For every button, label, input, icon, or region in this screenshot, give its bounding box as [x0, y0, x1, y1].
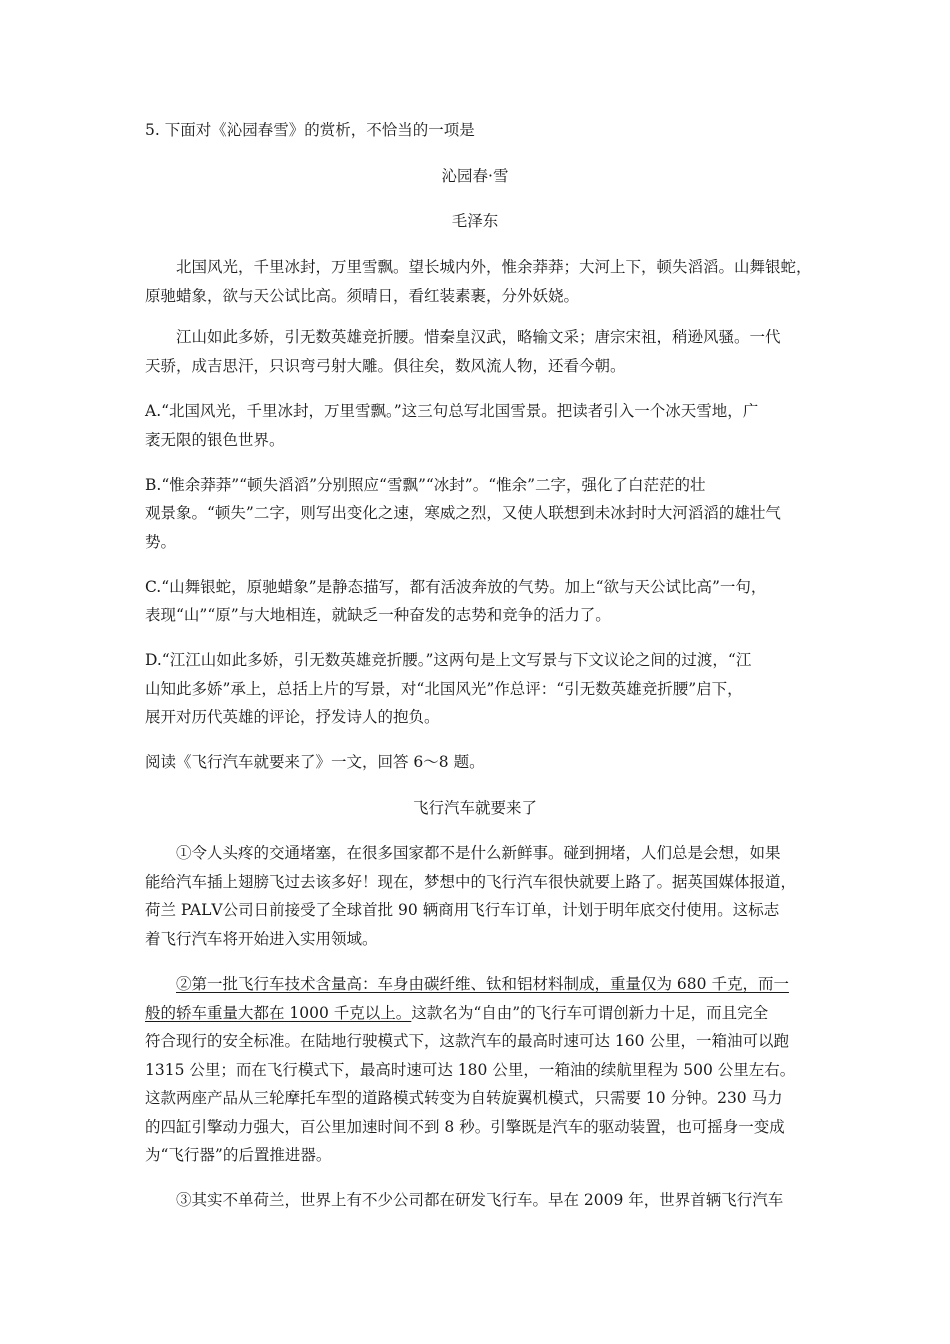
poem-stanza-1-line: 原驰蜡象，欲与天公试比高。须晴日，看红装素裹，分外妖娆。 [145, 287, 580, 305]
paragraph-2-line: 为“飞行器”的后置推进器。 [145, 1146, 332, 1164]
poem-stanza-1-line: 北国风光，千里冰封，万里雪飘。望长城内外，惟余莽莽；大河上下，顿失滔滔。山舞银蛇， [176, 258, 812, 276]
poem-title: 沁园春·雪 [441, 167, 509, 185]
paragraph-1-line: 着飞行汽车将开始进入实用领域。 [145, 930, 378, 948]
paragraph-2-line [145, 1003, 768, 1023]
paragraph-2-underlined-line: ②第一批飞行车技术含量高：车身由碳纤维、钛和铝材料制成，重量仅为 680 千克，而一 [176, 975, 789, 993]
paragraph-2-line: 符合现行的安全标准。在陆地行驶模式下，这款汽车的最高时速可达 160 公里，一箱油可以跑 [145, 1032, 789, 1050]
reading-intro: 阅读《飞行汽车就要来了》一文，回答 6～8 题。 [145, 753, 485, 771]
article-title: 飞行汽车就要来了 [412, 799, 537, 817]
paragraph-2-rest-span: 这款名为“自由”的飞行车可谓创新力十足，而且完全 [411, 1004, 769, 1022]
poem-stanza-2-line: 江山如此多娇，引无数英雄竞折腰。惜秦皇汉武，略输文采；唐宗宋祖，稍逊风骚。一代 [176, 328, 781, 346]
paragraph-2-line: 1315 公里；而在飞行模式下，最高时速可达 180 公里，一箱油的续航里程为 500 公里左右。 [145, 1061, 796, 1079]
paragraph-2-line: 这款两座产品从三轮摩托车型的道路模式转变为自转旋翼机模式，只需要 10 分钟。230 马力 [145, 1089, 783, 1107]
option-c-line: 表现“山”“原”与大地相连，就缺乏一种奋发的志势和竞争的活力了。 [145, 606, 611, 624]
poem-stanza-2-line: 天骄，成吉思汗，只识弯弓射大雕。俱往矣，数风流人物，还看今朝。 [145, 357, 626, 375]
option-a-line: A.“北国风光，千里冰封，万里雪飘。”这三句总写北国雪景。把读者引入一个冰天雪地，广 [145, 402, 759, 420]
option-a-line: 袤无限的银色世界。 [145, 431, 285, 449]
option-d-line: 展开对历代英雄的评论，抒发诗人的抱负。 [145, 708, 440, 726]
paragraph-2-line: 的四缸引擎动力强大，百公里加速时间不到 8 秒。引擎既是汽车的驱动装置，也可摇身一变成 [145, 1118, 785, 1136]
option-c-line: C.“山舞银蛇，原驰蜡象”是静态描写，都有活波奔放的气势。加上“欲与天公试比高”一句， [145, 578, 767, 596]
option-b-line: 观景象。“顿失”二字，则写出变化之速，寒威之烈，又使人联想到未冰封时大河滔滔的雄壮气 [145, 504, 781, 522]
option-d-line: 山知此多娇”承上，总括上片的写景，对“北国风光”作总评：“引无数英雄竞折腰”启下， [145, 680, 743, 698]
question-5-stem: 5. 下面对《沁园春雪》的赏析，不恰当的一项是 [145, 121, 475, 139]
paragraph-3-line: ③其实不单荷兰，世界上有不少公司都在研发飞行车。早在 2009 年，世界首辆飞行汽车 [176, 1191, 784, 1209]
paragraph-2-underlined-span: 般的轿车重量大都在 1000 千克以上。 [145, 1004, 412, 1022]
paragraph-1-line: 能给汽车插上翅膀飞过去该多好！现在，梦想中的飞行汽车很快就要上路了。据英国媒体报道， [145, 873, 797, 891]
option-b-line: 势。 [145, 533, 177, 551]
poem-author: 毛泽东 [451, 212, 499, 230]
option-d-line: D.“江江山如此多娇，引无数英雄竞折腰。”这两句是上文写景与下文议论之间的过渡，“江 [145, 651, 752, 669]
paragraph-1-line: 荷兰 PALⅤ公司日前接受了全球首批 90 辆商用飞行车订单，计划于明年底交付使用。这标志 [145, 901, 780, 919]
paragraph-1-line: ①令人头疼的交通堵塞，在很多国家都不是什么新鲜事。碰到拥堵，人们总是会想，如果 [176, 844, 781, 862]
option-b-line: B.“惟余莽莽”“顿失滔滔”分别照应“雪飘”“冰封”。“惟余”二字，强化了白茫茫的壮 [145, 476, 706, 494]
